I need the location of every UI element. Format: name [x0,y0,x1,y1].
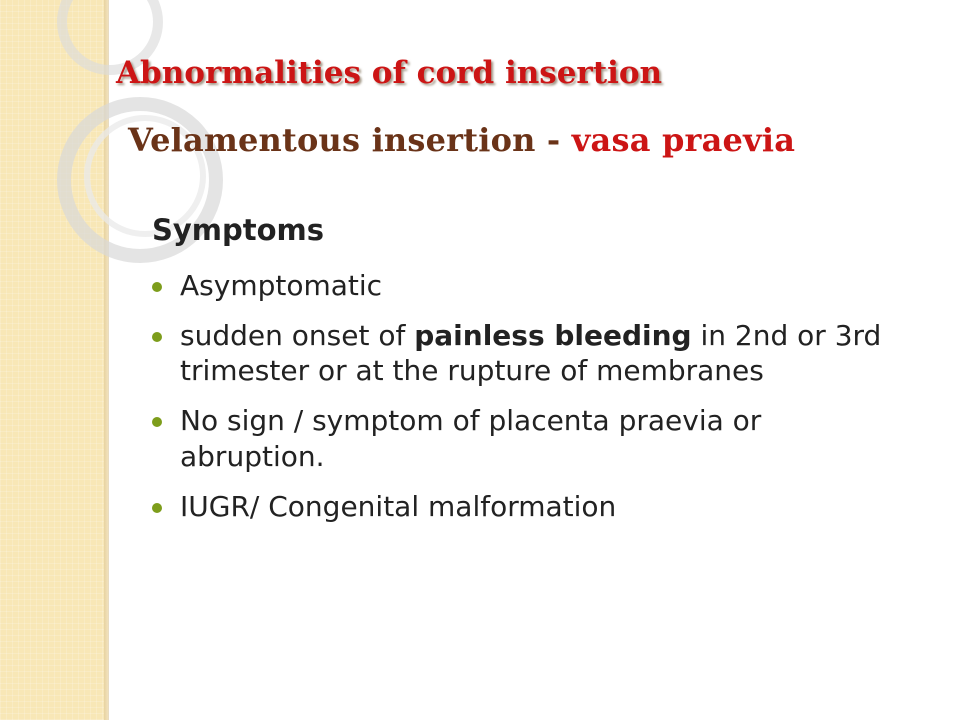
symptom-item-iugr [152,489,912,525]
symptom-item-asymptomatic [152,268,912,304]
bullet-dot-icon [152,282,162,292]
subtitle-red-part: vasa praevia [571,121,796,159]
symptom-text-before: sudden onset of [180,318,406,352]
subtitle-dark-part: Velamentous insertion - [128,121,561,159]
symptom-text-after: in 2nd or 3rd trimester or at the rupture of membranes [180,318,882,388]
symptom-list [152,268,912,525]
slide-title: Abnormalities of cord insertion [116,55,663,91]
symptom-text: No sign / symptom of placenta praevia or abruption. [180,404,762,473]
symptom-text: IUGR/ Congenital malformation [180,489,617,523]
symptom-text: Asymptomatic [180,268,383,302]
slide-subtitle [128,121,796,159]
bullet-dot-icon [152,417,162,427]
symptom-item-bleeding [152,318,912,390]
symptom-text-bold: painless bleeding [414,318,692,352]
slide-content [152,212,912,539]
symptoms-heading: Symptoms [152,213,325,247]
symptom-item-no-sign [152,403,912,475]
bullet-dot-icon [152,332,162,342]
bullet-dot-icon [152,503,162,513]
